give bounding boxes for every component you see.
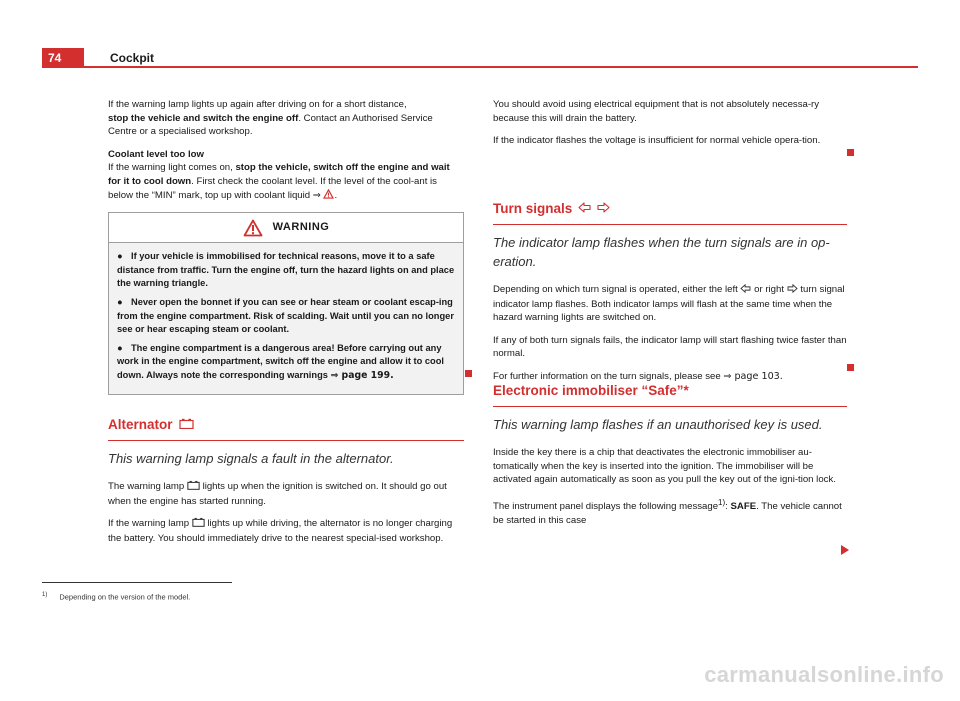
safe-message: SAFE: [730, 500, 757, 512]
section-rule: [493, 224, 847, 225]
turn-signals-lead: The indicator lamp flashes when the turn signals are in op-eration.: [493, 235, 830, 269]
battery-icon: [187, 480, 200, 495]
coolant-heading: Coolant level too low: [108, 148, 204, 160]
arrow-right-icon: [597, 200, 610, 218]
page-number: 74: [42, 48, 84, 68]
coolant-paragraph: If the warning light comes on, stop the vehicle, switch off the engine and wait for it to cool down. First check the coolant level. If the level of the cool-ant is below the “MIN” mark, top up with coolant liquid ⇒ .: [108, 161, 464, 203]
section-title: Cockpit: [110, 51, 155, 65]
warning-item: [117, 296, 455, 337]
bullet-icon: ●: [117, 296, 123, 307]
turn-signals-section: [493, 200, 847, 393]
right-column: [493, 98, 849, 157]
alternator-section: [108, 416, 464, 554]
footnote-text: Depending on the version of the model.: [59, 592, 191, 602]
turn-signals-title: [493, 200, 847, 218]
turn-signals-paragraph: If any of both turn signals fails, the indicator lamp will start flashing twice faster than normal.: [493, 334, 847, 360]
intro-emphasis: stop the vehicle and switch the engine off: [108, 112, 299, 124]
section-end-marker: [847, 364, 854, 371]
alternator-text: If the warning lamp: [108, 518, 192, 530]
footnote: [42, 590, 190, 603]
turn-text: or right: [751, 284, 787, 295]
section-end-marker: [465, 370, 472, 377]
coolant-text-end: . First check the coolant level. If the level of the cool-ant is below the “MIN” mark, top up with coolant liquid: [108, 175, 437, 201]
warning-triangle-icon: [243, 219, 263, 237]
intro-text: If the warning lamp lights up again after driving on for a short distance,: [108, 99, 407, 110]
immob-text: . The vehicle cannot be started in this case: [493, 500, 842, 526]
alternator-text: The warning lamp: [108, 481, 187, 492]
left-column: [108, 98, 464, 395]
arrow-left-icon: [578, 200, 591, 218]
immobiliser-paragraph: [493, 496, 847, 527]
alternator-lead: This warning lamp signals a fault in the alternator.: [108, 451, 394, 466]
warning-body: [109, 243, 463, 393]
intro-paragraph: [108, 98, 464, 139]
immob-text: :: [725, 500, 731, 512]
battery-icon: [179, 416, 194, 434]
warning-item-text: Never open the bonnet if you can see or hear steam or coolant escap-ing from the engine compartment. Risk of scalding. Wait until you can no longer see or hear escaping steam or coolant.: [117, 296, 454, 335]
immobiliser-title: Electronic immobiliser “Safe”*: [493, 383, 689, 398]
coolant-emphasis: stop the vehicle, switch off the engine and wait for it to cool down: [108, 162, 450, 187]
immob-text: The instrument panel displays the following message: [493, 500, 719, 512]
battery-paragraph: You should avoid using electrical equipment that is not absolutely necessa-ry because this will drain the battery.: [493, 99, 820, 124]
footnote-mark: 1): [42, 592, 48, 598]
footnote-rule: [42, 582, 232, 583]
arrow-right-icon: [787, 284, 798, 298]
turn-signals-paragraph: [493, 283, 847, 325]
warning-item-text: The engine compartment is a dangerous area! Before carrying out any work in the engine compartment, switch off the engine and allow it to cool down. Always note the corresponding warnings: [117, 342, 444, 380]
immobiliser-paragraph: Inside the key there is a chip that deactivates the electronic immobiliser au-tomatically when the key is inserted into the ignition. The immobiliser will be activated again automatically as soon as you pull the key out of the igni-tion lock.: [493, 447, 836, 486]
alternator-text-end: lights up while driving, the alternator is no longer charging the battery. You should immediately drive to the nearest special-ised workshop.: [108, 518, 453, 544]
bullet-icon: ●: [117, 251, 123, 262]
reference-link[interactable]: ⇒ page 199.: [330, 369, 394, 381]
alternator-paragraph: [108, 480, 464, 508]
immobiliser-section: [493, 382, 847, 536]
turn-text: Depending on which turn signal is operated, either the left: [493, 284, 741, 295]
watermark: carmanualsonline.info: [704, 662, 944, 687]
continue-arrow-icon: [841, 545, 849, 555]
header-rule: [84, 66, 918, 68]
alternator-title: [108, 416, 464, 434]
section-rule: [493, 406, 847, 407]
turn-text: For further information on the turn signals, please see: [493, 370, 724, 382]
turn-text: turn signal indicator lamp flashes. Both indicator lamps will flash at the same time when the hazard warning lights are switched on.: [493, 284, 845, 324]
reference-link[interactable]: ⇒: [312, 189, 321, 201]
warning-triangle-icon: [323, 189, 334, 204]
immobiliser-lead: This warning lamp flashes if an unauthorised key is used.: [493, 417, 823, 432]
intro-text-end: . Contact an Authorised Service Centre or a specialised workshop.: [108, 112, 433, 138]
warning-item: [117, 250, 455, 291]
coolant-text: If the warning light comes on,: [108, 162, 236, 174]
reference-link[interactable]: ⇒ page 103.: [723, 370, 783, 382]
alternator-title-text: Alternator: [108, 417, 173, 432]
warning-box: [108, 212, 464, 394]
warning-title: WARNING: [272, 220, 330, 233]
warning-item: [117, 342, 455, 383]
footnote-ref[interactable]: 1): [718, 497, 726, 507]
voltage-paragraph: If the indicator flashes the voltage is insufficient for normal vehicle opera-tion.: [493, 135, 821, 147]
alternator-paragraph: [108, 517, 464, 545]
alternator-text-end: lights up when the ignition is switched on. It should go out when the engine has started running.: [108, 481, 447, 507]
warning-item-text: If your vehicle is immobilised for technical reasons, move it to a safe distance from traffic. Turn the engine off, turn the hazard lights on and place the warning triangle.: [117, 251, 455, 289]
bullet-icon: ●: [117, 342, 123, 353]
section-rule: [108, 440, 464, 441]
battery-icon: [192, 517, 205, 532]
section-end-marker: [847, 149, 854, 156]
arrow-left-icon: [740, 284, 751, 298]
turn-signals-title-text: Turn signals: [493, 201, 573, 216]
warning-header: [109, 213, 463, 243]
